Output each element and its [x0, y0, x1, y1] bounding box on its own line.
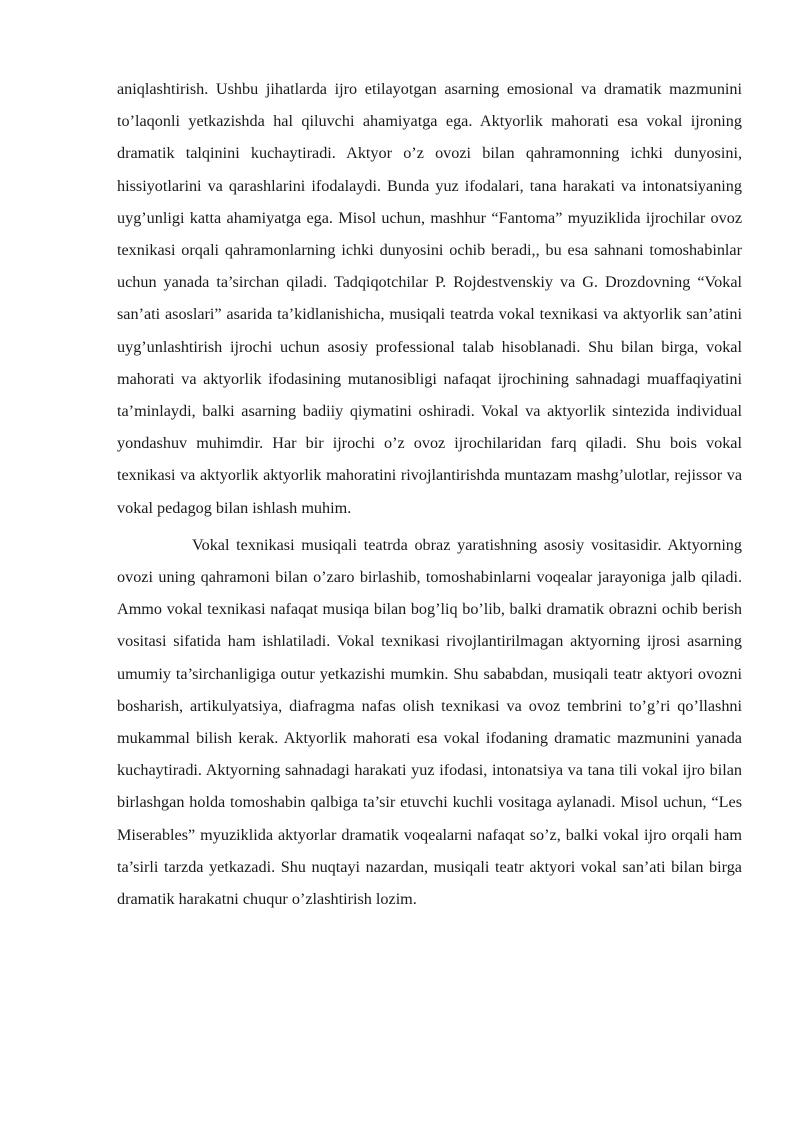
document-page — [117, 73, 742, 915]
paragraph-1: aniqlashtirish. Ushbu jihatlarda ijro etilayotgan asarning emosional va dramatik mazmunini to’laqonli yetkazishda hal qiluvchi ahamiyatga ega. Aktyorlik mahorati esa vokal ijroning dramatik talqinini kuchaytiradi. Aktyor o’z ovozi bilan qahramonning ichki dunyosini, hissiyotlarini va qarashlarini ifodalaydi. Bunda yuz ifodalari, tana harakati va intonatsiyaning uyg’unligi katta ahamiyatga ega. Misol uchun, mashhur “Fantoma” myuziklida ijrochilar ovoz texnikasi orqali qahramonlarning ichki dunyosini ochib beradi,, bu esa sahnani tomoshabinlar uchun yanada ta’sirchan qiladi. Tadqiqotchilar P. Rojdestvenskiy va G. Drozdovning “Vokal san’ati asoslari” asarida ta’kidlanishicha, musiqali teatrda vokal texnikasi va aktyorlik san’atini uyg’unlashtirish ijrochi uchun asosiy professional talab hisoblanadi. Shu bilan birga, vokal mahorati va aktyorlik ifodasining mutanosibligi nafaqat ijrochining sahnadagi muaffaqiyatini ta’minlaydi, balki asarning badiiy qiymatini oshiradi. Vokal va aktyorlik sintezida individual yondashuv muhimdir. Har bir ijrochi o’z ovoz ijrochilaridan farq qiladi. Shu bois vokal texnikasi va aktyorlik aktyorlik mahoratini rivojlantirishda muntazam mashg’ulotlar, rejissor va vokal pedagog bilan ishlash muhim. — [117, 80, 742, 517]
paragraph-2: Vokal texnikasi musiqali teatrda obraz yaratishning asosiy vositasidir. Aktyorning ovozi uning qahramoni bilan o’zaro birlashib, tomoshabinlarni voqealar jarayoniga jalb qiladi. Ammo vokal texnikasi nafaqat musiqa bilan bog’liq bo’lib, balki dramatik obrazni ochib berish vositasi sifatida ham ishlatiladi. Vokal texnikasi rivojlantirilmagan aktyorning ijrosi asarning umumiy ta’sirchanligiga outur yetkazishi mumkin. Shu sababdan, musiqali teatr aktyori ovozni bosharish, artikulyatsiya, diafragma nafas olish texnikasi va ovoz tembrini to’g’ri qo’llashni mukammal bilish kerak. Aktyorlik mahorati esa vokal ifodaning dramatic mazmunini yanada kuchaytiradi. Aktyorning sahnadagi harakati yuz ifodasi, intonatsiya va tana tili vokal ijro bilan birlashgan holda tomoshabin qalbiga ta’sir etuvchi kuchli vositaga aylanadi. Misol uchun, “Les Miserables” myuziklida aktyorlar dramatik voqealarni nafaqat so’z, balki vokal ijro orqali ham ta’sirli tarzda yetkazadi. Shu nuqtayi nazardan, musiqali teatr aktyori vokal san’ati bilan birga dramatik harakatni chuqur o’zlashtirish lozim. — [117, 535, 742, 909]
